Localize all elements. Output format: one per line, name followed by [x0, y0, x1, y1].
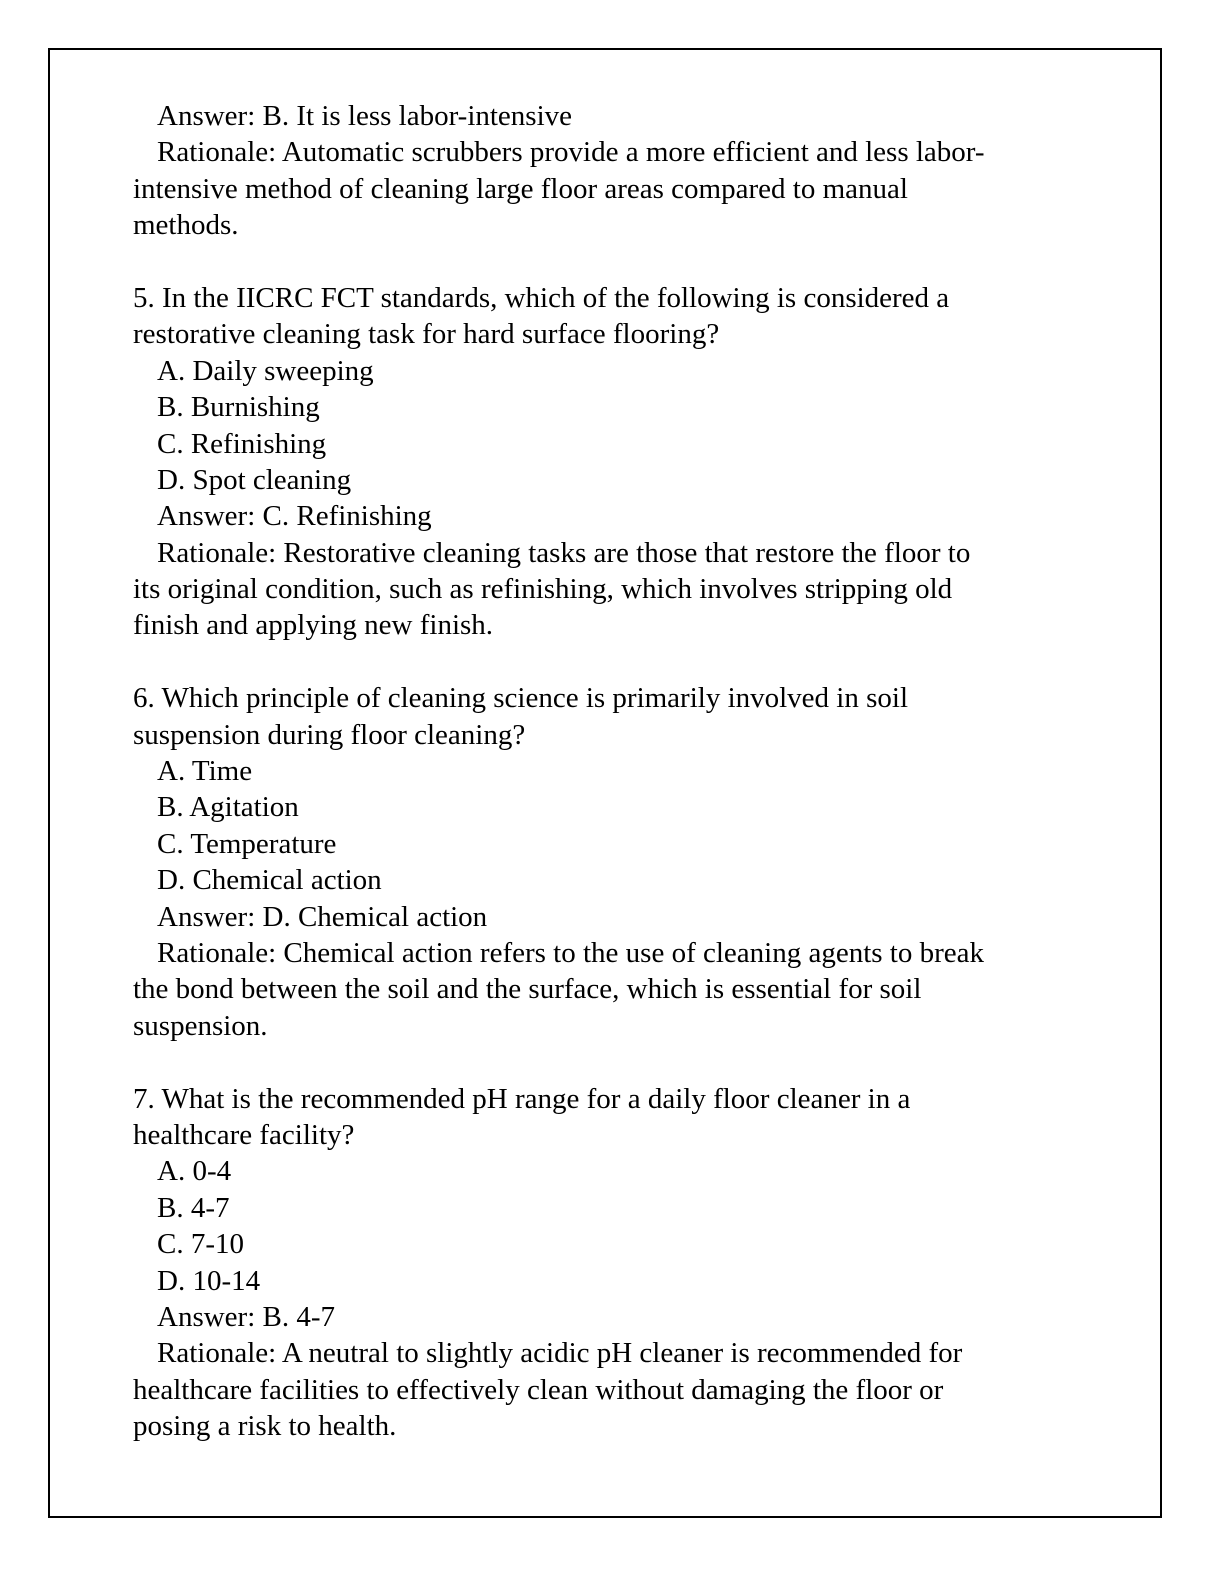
option-c: C. Refinishing [157, 427, 327, 460]
rationale-line: Rationale: Automatic scrubbers provide a more efficient and less labor- [157, 136, 985, 169]
rationale-line: the bond between the soil and the surface, which is essential for soil [133, 973, 922, 1006]
document-content [133, 98, 1093, 1444]
question-6-block [133, 680, 1093, 1044]
option-d: D. Chemical action [157, 864, 382, 897]
option-d: D. Spot cleaning [157, 463, 352, 496]
option-b: B. 4-7 [157, 1191, 230, 1224]
answer-line: Answer: B. It is less labor-intensive [157, 100, 573, 132]
rationale-line: its original condition, such as refinishing, which involves stripping old [133, 573, 953, 606]
option-c: C. 7-10 [157, 1228, 244, 1261]
question-7-block [133, 1081, 1093, 1445]
option-a: A. Time [157, 755, 253, 788]
answer-line: Answer: D. Chemical action [157, 900, 488, 933]
rationale-line: methods. [133, 209, 239, 242]
paragraph-gap [133, 644, 1093, 680]
answer-line: Answer: C. Refinishing [157, 500, 432, 533]
rationale-line: intensive method of cleaning large floor areas compared to manual [133, 172, 908, 205]
question-text: 5. In the IICRC FCT standards, which of the following is considered a [133, 281, 950, 314]
question-text: 6. Which principle of cleaning science is primarily involved in soil [133, 682, 909, 715]
previous-question-block [133, 98, 1093, 244]
option-a: A. 0-4 [157, 1155, 232, 1188]
rationale-line: Rationale: Restorative cleaning tasks are those that restore the floor to [157, 536, 971, 569]
rationale-line: finish and applying new finish. [133, 609, 494, 642]
rationale-line: Rationale: Chemical action refers to the use of cleaning agents to break [157, 936, 984, 969]
rationale-line: posing a risk to health. [133, 1410, 397, 1443]
option-a: A. Daily sweeping [157, 354, 374, 387]
question-text: 7. What is the recommended pH range for a daily floor cleaner in a [133, 1082, 911, 1115]
answer-line: Answer: B. 4-7 [157, 1300, 336, 1333]
option-b: B. Burnishing [157, 391, 320, 424]
paragraph-gap [133, 244, 1093, 280]
rationale-line: Rationale: A neutral to slightly acidic pH cleaner is recommended for [157, 1337, 963, 1370]
rationale-line: healthcare facilities to effectively clean without damaging the floor or [133, 1373, 944, 1406]
option-c: C. Temperature [157, 827, 337, 860]
question-5-block [133, 280, 1093, 644]
paragraph-gap [133, 1044, 1093, 1080]
question-text: restorative cleaning task for hard surface flooring? [133, 318, 720, 351]
option-d: D. 10-14 [157, 1264, 261, 1297]
option-b: B. Agitation [157, 791, 299, 824]
rationale-line: suspension. [133, 1009, 268, 1042]
question-text: healthcare facility? [133, 1118, 355, 1151]
question-text: suspension during floor cleaning? [133, 718, 526, 751]
